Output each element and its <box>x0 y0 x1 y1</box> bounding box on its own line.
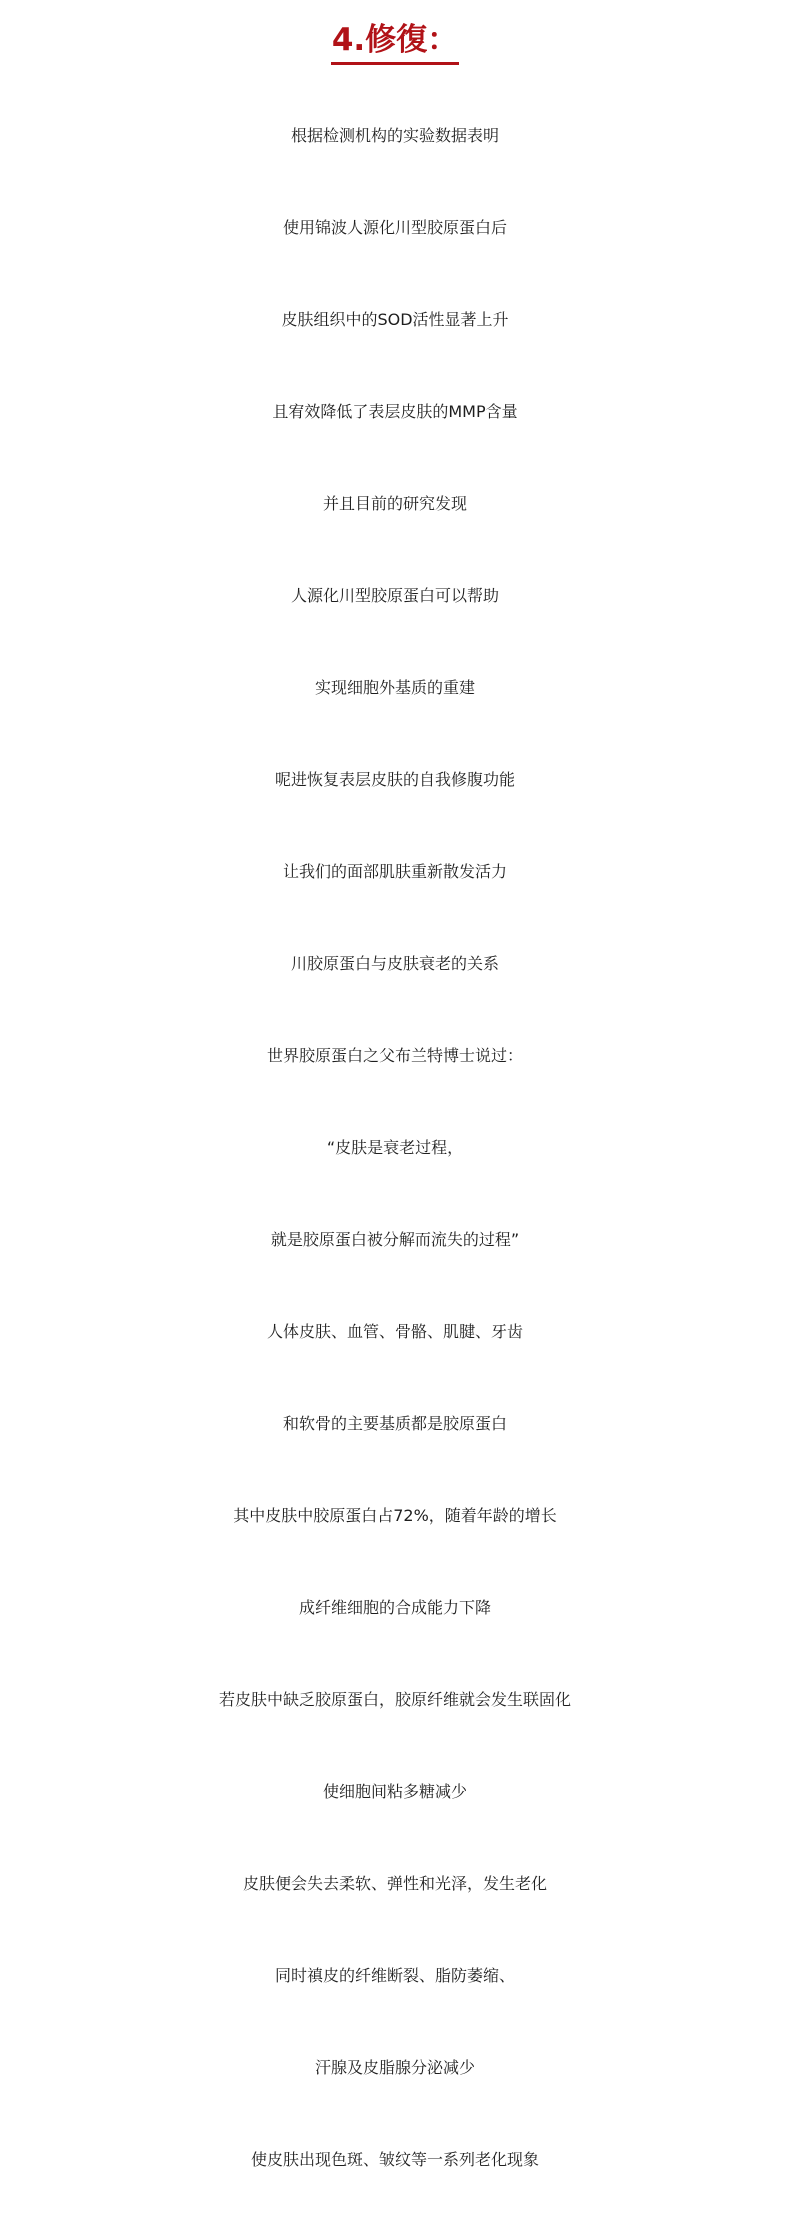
paragraph-line: 人体皮肤、血管、骨骼、肌腱、牙齿 <box>266 1322 523 1341</box>
paragraph-line: 世界胶原蛋白之父布兰特博士说过： <box>266 1046 523 1065</box>
paragraph-line: 实现细胞外基质的重建 <box>314 678 475 697</box>
paragraph-line: 使用锦波人源化川型胶原蛋白后 <box>282 218 507 237</box>
paragraph-line: 根据检测机构的实验数据表明 <box>290 126 499 145</box>
paragraph-line: 并且目前的研究发现 <box>322 494 467 513</box>
paragraph-line: 皮肤便会失去柔软、弹性和光泽，发生老化 <box>242 1874 547 1893</box>
paragraph-line: 其中皮肤中胶原蛋白占72%，随着年龄的增长 <box>233 1506 557 1525</box>
paragraph-line: 同时禛皮的纤维断裂、脂防萎缩、 <box>274 1966 515 1985</box>
paragraph-line: 汗腺及皮脂腺分泌减少 <box>314 2058 475 2077</box>
section-heading-text: 4.修復： <box>331 18 459 65</box>
section-heading <box>0 16 790 64</box>
paragraph-line: 使细胞间粘多糖减少 <box>322 1782 467 1801</box>
paragraph-line: 且宥效降低了表层皮肤的MMP含量 <box>272 402 518 421</box>
paragraph-line: 人源化川型胶原蛋白可以帮助 <box>290 586 499 605</box>
paragraph-line: 就是胶原蛋白被分解而流失的过程” <box>270 1230 520 1249</box>
paragraph-line: “皮肤是衰老过程， <box>326 1138 464 1157</box>
paragraph-line: 让我们的面部肌肤重新散发活力 <box>282 862 507 881</box>
paragraph-line: 和软骨的主要基质都是胶原蛋白 <box>282 1414 507 1433</box>
paragraph-line: 成纤维细胞的合成能力下降 <box>298 1598 491 1617</box>
paragraph-line: 呢进恢复表层皮肤的自我修腹功能 <box>274 770 515 789</box>
paragraph-line: 皮肤组织中的SOD活性显著上升 <box>281 310 509 329</box>
paragraph-line: 川胶原蛋白与皮肤衰老的关系 <box>290 954 499 973</box>
paragraph-line: 若皮肤中缺乏胶原蛋白，胶原纤维就会发生联固化 <box>218 1690 571 1709</box>
paragraph-line: 使皮肤出现色斑、皱纹等一系列老化现象 <box>250 2150 539 2169</box>
